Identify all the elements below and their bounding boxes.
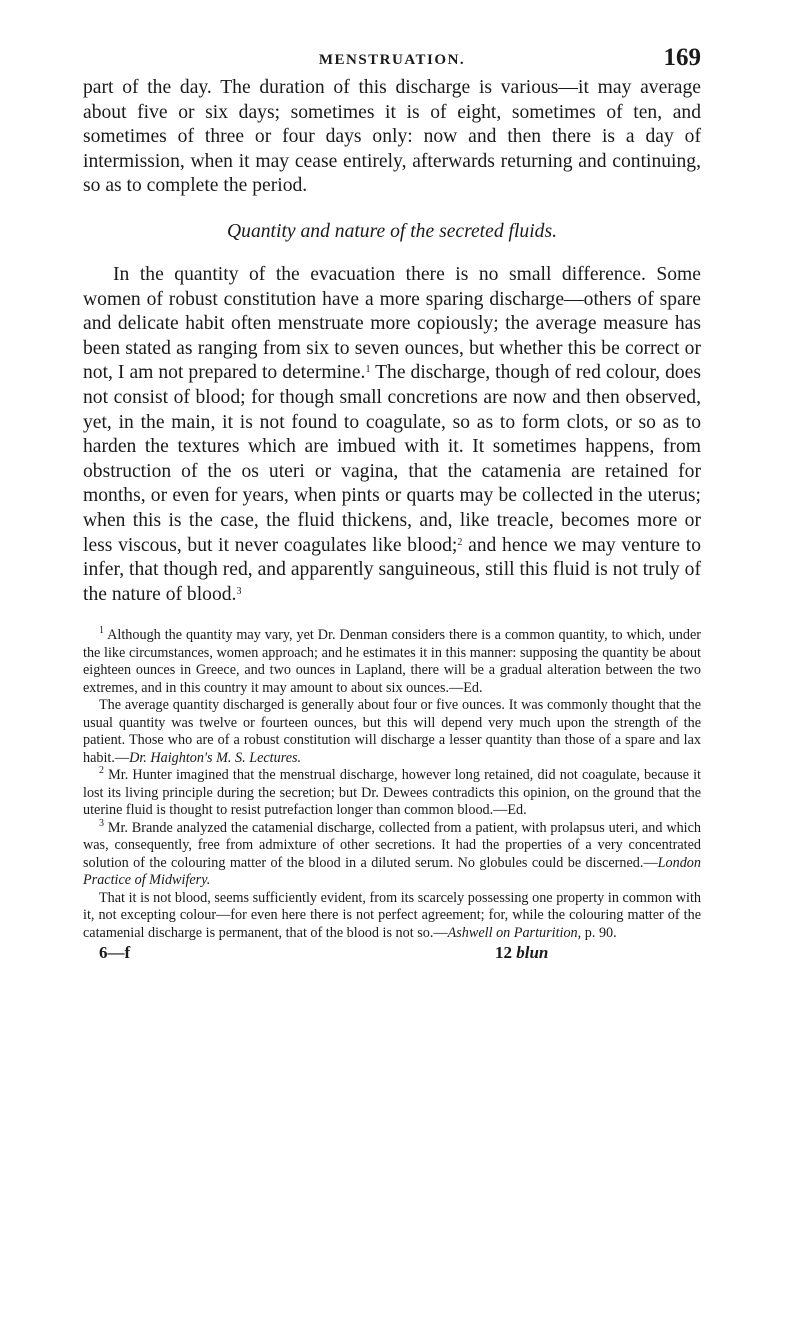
- footnote-ref-1[interactable]: 1: [365, 364, 371, 376]
- footnote-ref-2[interactable]: 2: [457, 536, 463, 548]
- catchword-word: blun: [516, 943, 549, 963]
- footnote-1-source: Dr. Haighton's M. S. Lectures.: [129, 749, 302, 766]
- book-page: [83, 34, 701, 963]
- body-paragraph-2-part-a: In the quantity of the evacuation there is no small difference. Some women of robust constitution have a more sparing discharge—others of spare and delicate habit often menstruate more copiously; the average measure has been stated as ranging from six to seven ounces, but whether this be correct or not, I am not prepared to determine.: [83, 263, 701, 384]
- footnote-3-source: London Practice of Midwifery.: [83, 854, 701, 889]
- signature-line: [83, 943, 701, 963]
- running-title: MENSTRUATION.: [318, 52, 466, 68]
- body-paragraph-2-part-c: and hence we may venture to infer, that though red, and apparently sanguineous, still this fluid is not truly of the nature of blood.: [83, 534, 701, 605]
- footnote-1-text: Although the quantity may vary, yet Dr. Denman considers there is a common quantity, to which, under the like circumstances, women approach; and he estimates it in this manner: supposing the quantity be about eighteen ounces in Greece, and two ounces in Lapland, there will be a gradual alteration between the two extremes, and in this country it may amount to about six ounces.—Ed.: [83, 627, 701, 696]
- footnote-mark-1: 1: [99, 625, 104, 637]
- footnote-ref-3[interactable]: 3: [236, 585, 242, 597]
- catchword: [495, 943, 548, 963]
- signature-mark: 6—f: [99, 943, 131, 963]
- catchword-number: 12: [495, 943, 512, 963]
- footnote-2-text: Mr. Hunter imagined that the menstrual discharge, however long retained, did not coagulate, because it lost its living principle during the secretion; but Dr. Dewees contradicts this opinion, on the ground that the uterine fluid is thought to resist putrefaction longer than common blood.—Ed.: [83, 767, 701, 819]
- footnote-1-continuation: [83, 697, 701, 767]
- footnote-3-continuation-text: That it is not blood, seems sufficiently evident, from its scarcely possessing one property in common with it, not excepting colour—for even here there is not perfect agreement; for, while the colouring matter of the catamenial discharge is permanent, that of the blood is not so.—: [83, 889, 701, 941]
- footnote-mark-2: 2: [99, 765, 104, 777]
- footnote-3: [83, 817, 701, 890]
- footnote-3-text: Mr. Brande analyzed the catamenial discharge, collected from a patient, with prolapsus uteri, and which was, consequently, free from admixture of other secretions. It had the properties of a very concentrated solution of the colouring matter of the blood in a diluted serum. No globules could be discerned.—: [83, 819, 701, 871]
- footnote-3-page-ref: p. 90.: [581, 924, 617, 941]
- footnote-mark-3: 3: [99, 817, 104, 829]
- footnote-1: [83, 627, 701, 697]
- footnote-2: [83, 767, 701, 820]
- body-paragraph-2: [83, 263, 701, 607]
- body-paragraph-1: part of the day. The duration of this discharge is various—it may average about five or six days; sometimes it is of eight, sometimes of ten, and sometimes of three or four days only: now and then there is a day of intermission, when it may cease entirely, afterwards returning and continuing, so as to complete the period.: [83, 77, 701, 197]
- footnotes: [83, 627, 701, 942]
- running-head: [83, 34, 701, 76]
- footnote-3-continuation: [83, 890, 701, 943]
- footnote-1-continuation-text: The average quantity discharged is generally about four or five ounces. It was commonly thought that the usual quantity was twelve or fourteen ounces, but this will depend very much upon the strength of the patient. Those who are of a robust constitution will discharge a lesser quantity than those of a spare and lax habit.—: [83, 697, 701, 766]
- body-paragraph-2-part-b: The discharge, though of red colour, does not consist of blood; for though small concretions are now and then observed, yet, in the main, it is not found to coagulate, so as to form clots, or so as to harden the textures which are imbued with it. It sometimes happens, from obstruction of the os uteri or vagina, that the catamenia are retained for months, or even for years, when pints or quarts may be collected in the uterus; when this is the case, the fluid thickens, and, like treacle, becomes more or less viscous, but it never coagulates like blood;: [83, 362, 701, 556]
- section-heading: Quantity and nature of the secreted fluids.: [227, 220, 557, 242]
- page-number: 169: [663, 44, 701, 71]
- footnote-3-continuation-source: Ashwell on Parturition,: [447, 924, 582, 941]
